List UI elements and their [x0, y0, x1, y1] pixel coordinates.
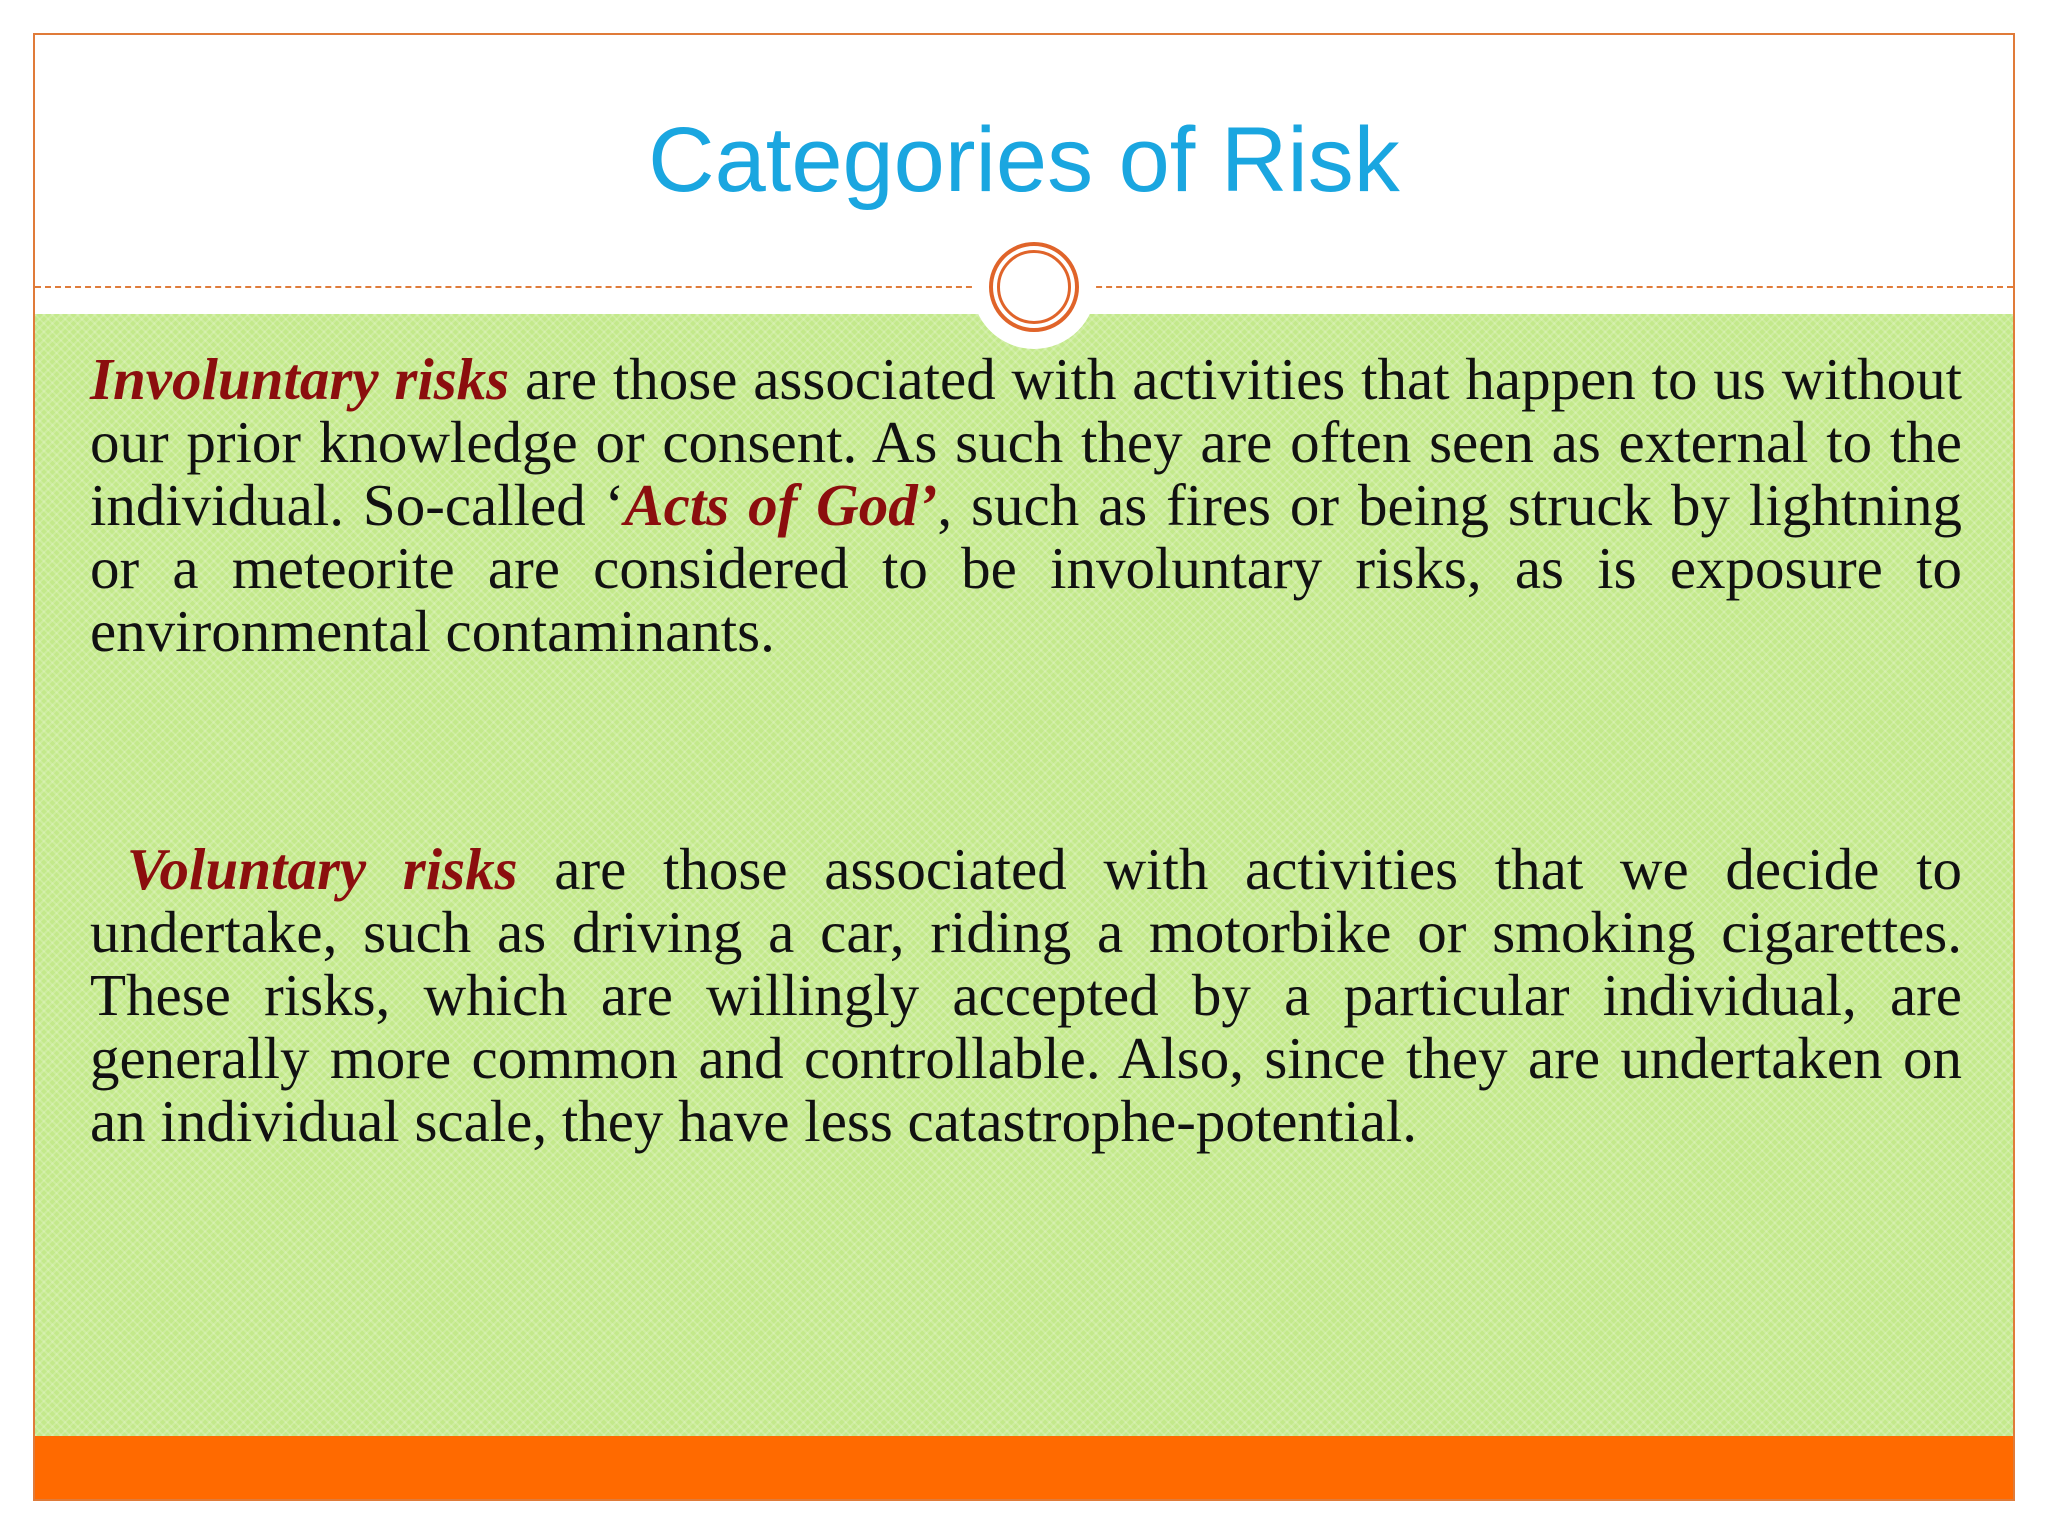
- involuntary-risks-term: Involuntary risks: [90, 346, 510, 412]
- leading-space: [90, 836, 127, 902]
- paragraph-text: are those associated with activities that happen to us without our prior knowledge or consent. As such they are often seen as external to the individual. So-called ‘: [90, 346, 1962, 538]
- slide: [33, 33, 2015, 1501]
- slide-title: Categories of Risk: [648, 109, 1400, 211]
- involuntary-risks-paragraph: [90, 348, 1962, 663]
- voluntary-risks-paragraph: [90, 838, 1962, 1153]
- paragraph-text: , such as fires or being struck by lightning or a meteorite are considered to be involuntary risks, as is exposure to environmental contaminants.: [90, 472, 1962, 664]
- acts-of-god-term: Acts of God’: [624, 472, 938, 538]
- circle-ornament-icon: [989, 242, 1079, 332]
- paragraph-text: are those associated with activities that we decide to undertake, such as driving a car, riding a motorbike or smoking cigarettes. These risks, which are willingly accepted by a particular individual, are generally more common and controllable. Also, since they are undertaken on an individual scale, they have less catastrophe-potential.: [90, 836, 1962, 1154]
- voluntary-risks-term: Voluntary risks: [126, 836, 518, 902]
- bottom-bar: [35, 1436, 2013, 1501]
